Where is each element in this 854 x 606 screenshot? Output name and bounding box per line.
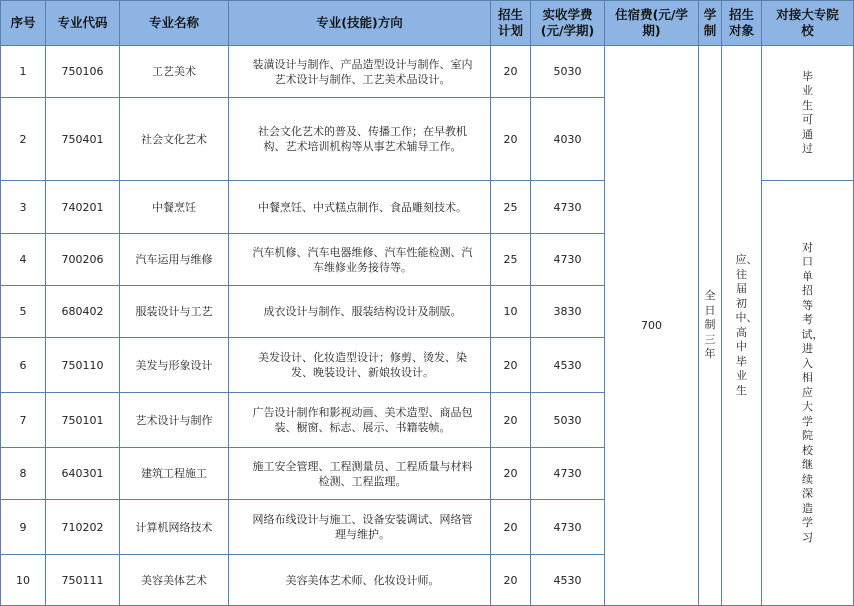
header-lodging-text: 住宿费(元/学期) bbox=[615, 7, 688, 38]
cell-name: 社会文化艺术 bbox=[120, 98, 229, 181]
cell-seq: 3 bbox=[1, 181, 46, 234]
cell-seq: 6 bbox=[1, 338, 46, 393]
header-college bbox=[762, 1, 854, 46]
cell-seq: 1 bbox=[1, 46, 46, 98]
header-target-text: 招生对象 bbox=[728, 7, 754, 38]
cell-seq: 4 bbox=[1, 234, 46, 286]
cell-code: 680402 bbox=[46, 286, 120, 338]
cell-name: 艺术设计与制作 bbox=[120, 393, 229, 448]
cell-lodging: 700 bbox=[605, 46, 699, 606]
cell-direction: 装潢设计与制作、产品造型设计与制作、室内艺术设计与制作、工艺美术品设计。 bbox=[229, 46, 491, 98]
header-plan bbox=[491, 1, 531, 46]
cell-tuition: 4530 bbox=[531, 338, 605, 393]
cell-plan: 25 bbox=[491, 234, 531, 286]
cell-tuition: 4530 bbox=[531, 555, 605, 606]
header-plan-text: 招生计划 bbox=[497, 7, 523, 38]
cell-college-top bbox=[762, 46, 854, 181]
cell-plan: 10 bbox=[491, 286, 531, 338]
table-row bbox=[1, 46, 854, 98]
cell-name: 汽车运用与维修 bbox=[120, 234, 229, 286]
cell-code: 750111 bbox=[46, 555, 120, 606]
cell-system-text: 全日制三年 bbox=[704, 289, 716, 361]
cell-seq: 8 bbox=[1, 448, 46, 500]
cell-code: 750401 bbox=[46, 98, 120, 181]
cell-name: 工艺美术 bbox=[120, 46, 229, 98]
cell-plan: 20 bbox=[491, 393, 531, 448]
cell-plan: 20 bbox=[491, 46, 531, 98]
cell-code: 700206 bbox=[46, 234, 120, 286]
cell-seq: 7 bbox=[1, 393, 46, 448]
cell-direction: 中餐烹饪、中式糕点制作、食品雕刻技术。 bbox=[229, 181, 491, 234]
header-code: 专业代码 bbox=[46, 1, 120, 46]
cell-system bbox=[699, 46, 722, 606]
cell-tuition: 4730 bbox=[531, 181, 605, 234]
header-target bbox=[722, 1, 762, 46]
cell-plan: 20 bbox=[491, 448, 531, 500]
cell-code: 750101 bbox=[46, 393, 120, 448]
cell-name: 中餐烹饪 bbox=[120, 181, 229, 234]
cell-code: 750106 bbox=[46, 46, 120, 98]
cell-plan: 20 bbox=[491, 555, 531, 606]
cell-name: 建筑工程施工 bbox=[120, 448, 229, 500]
cell-seq: 2 bbox=[1, 98, 46, 181]
cell-code: 750110 bbox=[46, 338, 120, 393]
cell-code: 710202 bbox=[46, 500, 120, 555]
cell-direction: 网络布线设计与施工、设备安装调试、网络管理与维护。 bbox=[229, 500, 491, 555]
header-direction: 专业(技能)方向 bbox=[229, 1, 491, 46]
cell-direction: 成衣设计与制作、服装结构设计及制版。 bbox=[229, 286, 491, 338]
cell-direction: 美容美体艺术师、化妆设计师。 bbox=[229, 555, 491, 606]
cell-name: 计算机网络技术 bbox=[120, 500, 229, 555]
cell-direction: 广告设计制作和影视动画、美术造型、商品包装、橱窗、标志、展示、书籍装帧。 bbox=[229, 393, 491, 448]
cell-tuition: 4730 bbox=[531, 234, 605, 286]
header-name: 专业名称 bbox=[120, 1, 229, 46]
cell-tuition: 4730 bbox=[531, 448, 605, 500]
cell-college-top-text: 毕业生可通过 bbox=[802, 69, 813, 155]
header-lodging bbox=[605, 1, 699, 46]
header-seq: 序号 bbox=[1, 1, 46, 46]
cell-tuition: 3830 bbox=[531, 286, 605, 338]
header-college-text: 对接大专院校 bbox=[776, 7, 839, 38]
cell-tuition: 4730 bbox=[531, 500, 605, 555]
header-row bbox=[1, 1, 854, 46]
cell-plan: 20 bbox=[491, 338, 531, 393]
cell-target bbox=[722, 46, 762, 606]
cell-seq: 5 bbox=[1, 286, 46, 338]
header-system bbox=[699, 1, 722, 46]
cell-name: 服装设计与工艺 bbox=[120, 286, 229, 338]
cell-direction: 汽车机修、汽车电器维修、汽车性能检测、汽车维修业务接待等。 bbox=[229, 234, 491, 286]
cell-seq: 10 bbox=[1, 555, 46, 606]
cell-name: 美发与形象设计 bbox=[120, 338, 229, 393]
cell-seq: 9 bbox=[1, 500, 46, 555]
cell-direction: 美发设计、化妆造型设计；修剪、烫发、染发、晚装设计、新娘妆设计。 bbox=[229, 338, 491, 393]
cell-tuition: 4030 bbox=[531, 98, 605, 181]
cell-tuition: 5030 bbox=[531, 393, 605, 448]
cell-plan: 25 bbox=[491, 181, 531, 234]
cell-target-text: 应、往届初中、高中毕业生 bbox=[735, 253, 758, 397]
cell-plan: 20 bbox=[491, 98, 531, 181]
cell-direction: 社会文化艺术的普及、传播工作；在早教机构、艺术培训机构等从事艺术辅导工作。 bbox=[229, 98, 491, 181]
header-tuition bbox=[531, 1, 605, 46]
cell-college-bottom-text: 对口单招等考试，进入相应大学院校继续深造学习 bbox=[801, 240, 824, 544]
cell-code: 740201 bbox=[46, 181, 120, 234]
cell-college-bottom bbox=[762, 181, 854, 606]
header-system-text: 学制 bbox=[703, 7, 717, 38]
cell-name: 美容美体艺术 bbox=[120, 555, 229, 606]
cell-plan: 20 bbox=[491, 500, 531, 555]
cell-code: 640301 bbox=[46, 448, 120, 500]
cell-tuition: 5030 bbox=[531, 46, 605, 98]
cell-direction: 施工安全管理、工程测量员、工程质量与材料检测、工程监理。 bbox=[229, 448, 491, 500]
header-tuition-text: 实收学费(元/学期) bbox=[540, 7, 595, 38]
